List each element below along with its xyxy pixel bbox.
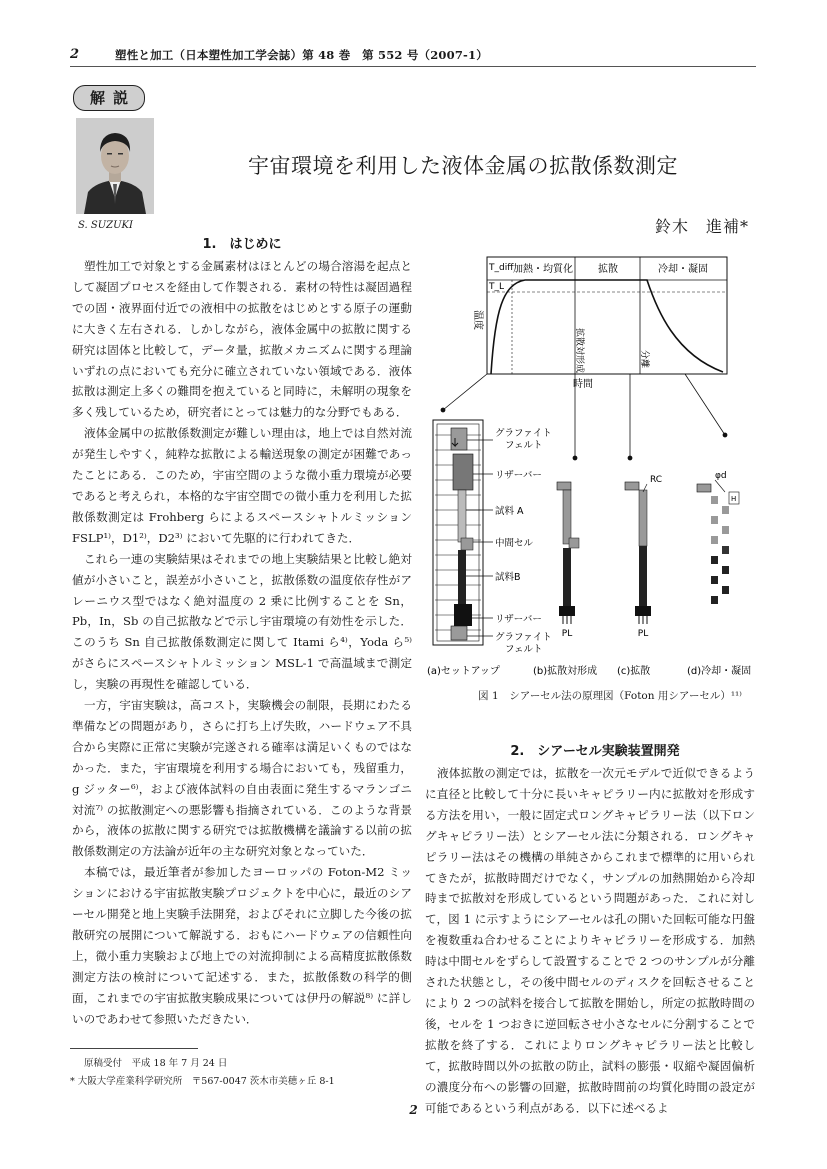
label-pl-b: PL <box>561 629 573 639</box>
section1-body <box>72 256 412 1030</box>
section1-paragraph: これら一連の実験結果はそれまでの地上実験結果と比較し絶対値が小さいこと，誤差が小さいこと，拡散係数の温度依存性がアレーニウス型ではなく絶対温度の 2 乗に比例することを Sn，Pb，In，Sb の自己拡散などで示し宇宙環境の有効性を示した．このうち Sn 自己拡散係数測定に関して Itami ら⁴⁾，Yoda ら⁵⁾ がさらにスペースシャトルミッション MSL-1 で高温域まで測定し，実験の再現性を確認している． <box>72 551 412 692</box>
temperature-profile-chart <box>472 257 727 390</box>
label-middle-cell: 中間セル <box>495 538 534 549</box>
level-label-tl: T_L <box>489 282 505 292</box>
author-photo <box>76 118 154 214</box>
footnote-affiliation: * 大阪大学産業科学研究所 〒567-0047 茨木市美穂ヶ丘 8-1 <box>70 1076 335 1087</box>
label-graphite-felt-top-2: フェルト <box>505 440 543 451</box>
diagram-cooling <box>697 471 739 604</box>
setup-apparatus <box>433 420 483 645</box>
footnote-received: 原稿受付 平成 18 年 7 月 24 日 <box>84 1058 228 1069</box>
phase-label-diffusion: 拡散 <box>598 264 618 275</box>
label-reservoir-top: リザーバー <box>495 470 542 481</box>
section1-paragraph: 液体金属中の拡散係数測定が難しい理由は，地上では自然対流が発生しやすく，純粋な拡散による輸送現象の測定が困難であったことにある．このため，宇宙空間のような微小重力環境が必要であると考えられ，本格的な宇宙空間での微小重力を利用した拡散係数測定は Frohberg らによるスペースシャトルミッション FSLP¹⁾，D1²⁾，D2³⁾ において先駆的に行われてきた． <box>72 426 412 545</box>
label-sample-b: 試料B <box>495 572 521 583</box>
label-rc: RC <box>650 475 663 485</box>
section1-heading: 1. はじめに <box>202 237 282 252</box>
author-photo-caption: S. SUZUKI <box>78 220 133 231</box>
label-graphite-felt-top-1: グラファイト <box>495 428 552 439</box>
diagram-pair-formation <box>557 482 579 639</box>
header-rule <box>70 66 756 67</box>
section1-paragraph: 本稿では，最近筆者が参加したヨーロッパの Foton-M2 ミッションにおける宇宙拡散実験プロジェクトを中心に，最近のシアーセル開発と地上実験手法開発，およびそれに立脚した今後の拡散研究の展開について解説する．おもにハードウェアの信頼性向上，微小重力実験および地上での対流抑制による高精度拡散係数測定方法の検討について記述する．また，拡散係数の科学的側面，これまでの宇宙拡散実験成果については伊丹の解説⁸⁾ に詳しいのであわせて参照いただきたい． <box>72 865 412 1026</box>
label-pl-c: PL <box>637 629 649 639</box>
author-name: 鈴木 進補* <box>655 217 750 236</box>
subcaption-c: (c)拡散 <box>617 666 651 677</box>
subcaption-d: (d)冷却・凝固 <box>687 666 752 677</box>
label-reservoir-bottom: リザーバー <box>495 614 542 625</box>
subcaption-b: (b)拡散対形成 <box>533 666 598 677</box>
journal-header: 塑性と加工（日本塑性加工学会誌）第 48 巻 第 552 号（2007-1） <box>115 48 488 62</box>
label-sample-a: 試料 A <box>495 506 524 517</box>
diagram-diffusion <box>625 475 662 639</box>
footnote-rule <box>70 1048 198 1049</box>
section2-body <box>425 763 755 1118</box>
phase-label-cooling: 冷却・凝固 <box>658 264 708 275</box>
section1-paragraph: 塑性加工で対象とする金属素材はほとんどの場合溶湯を起点として凝固プロセスを経由して作製される．素材の特性は凝固過程での固・液界面付近での液相中の拡散をはじめとする原子の運動に大きく左右される．しかしながら，液体金属中の拡散に関する研究は固体と比較して，データ量，拡散メカニズムに関する理論いずれの点においても充分に確立されていない領域である．液体拡散は測定上多くの難問を抱えていると同時に，未解明の現象を多く残しているため，研究者にとっては魅力的な分野でもある． <box>72 259 412 420</box>
y-axis-label: 温度 <box>472 310 483 330</box>
figure-caption: 図 1 シアーセル法の原理図（Foton 用シアーセル）¹¹⁾ <box>478 690 742 702</box>
marker-pair-formation: 拡散対形成 <box>574 328 584 374</box>
label-h: H <box>731 495 737 503</box>
level-label-tdiff: T_diff <box>489 263 514 273</box>
label-graphite-felt-bottom-2: フェルト <box>505 644 543 655</box>
figure-1 <box>425 250 785 682</box>
page-number-footer: 2 <box>409 1103 418 1117</box>
subcaption-a: (a)セットアップ <box>427 666 500 677</box>
x-axis-label: 時間 <box>573 379 593 390</box>
label-graphite-felt-bottom-1: グラファイト <box>495 632 552 643</box>
section2-paragraph: 液体拡散の測定では，拡散を一次元モデルで近似できるように直径と比較して十分に長いキャピラリー内に拡散対を形成する方法を用い，一般に固定式ロングキャピラリー法（以下ロングキャピラリー法）とシアーセル法に分類される．ロングキャピラリー法はその機構の単純さからこれまで標準的に用いられてきたが，拡散時間だけでなく，サンプルの加熱開始から冷却時まで拡散対を形成しているという問題があった．これに対して，図 1 に示すようにシアーセルは孔の開いた回転可能な円盤を複数重ね合わせることによりキャピラリーを形成する．加熱時は中間セルをずらして設置することで 2 つのサンプルが分離された状態とし，その後中間セルのディスクを回転させることにより 2 つの試料を接合して拡散を開始し，所定の拡散時間の後，セルを 1 つおきに逆回転させ小さなセルに分割することで拡散を終了する．これによりロングキャピラリー法と比較して，拡散時間以外の拡散の防止，試料の膨張・収縮や凝固偏析の濃度分布への影響の回避，拡散時間前の均質化時間の設定が可能であるという利点がある．以下に述べるよ <box>425 766 755 1115</box>
section2-heading: 2. シアーセル実験装置開発 <box>510 744 680 759</box>
phase-label-heating: 加熱・均質化 <box>513 264 573 275</box>
label-phi-d: φd <box>715 471 727 481</box>
page-number-header: 2 <box>70 47 80 62</box>
section1-paragraph: 一方，宇宙実験は，高コスト，実験機会の制限，長期にわたる準備などの問題があり，さらに打ち上げ失敗，ハードウェア不具合から実際に正常に実験が完遂される確率は満足いくものではなかった．また，宇宙環境を利用する場合においても，残留重力，g ジッター⁶⁾，および液体試料の自由表面に発生するマランゴニ対流⁷⁾ の拡散測定への悪影響も指摘されている．このような背景から，液体の拡散に関する研究では拡散機構を議論する以前の拡散係数測定の方法論が近年の主な研究対象となっていた． <box>72 698 412 859</box>
marker-separation: 分離 <box>639 350 649 369</box>
article-type-badge: 解説 <box>73 85 145 111</box>
article-title: 宇宙環境を利用した液体金属の拡散係数測定 <box>248 154 678 178</box>
